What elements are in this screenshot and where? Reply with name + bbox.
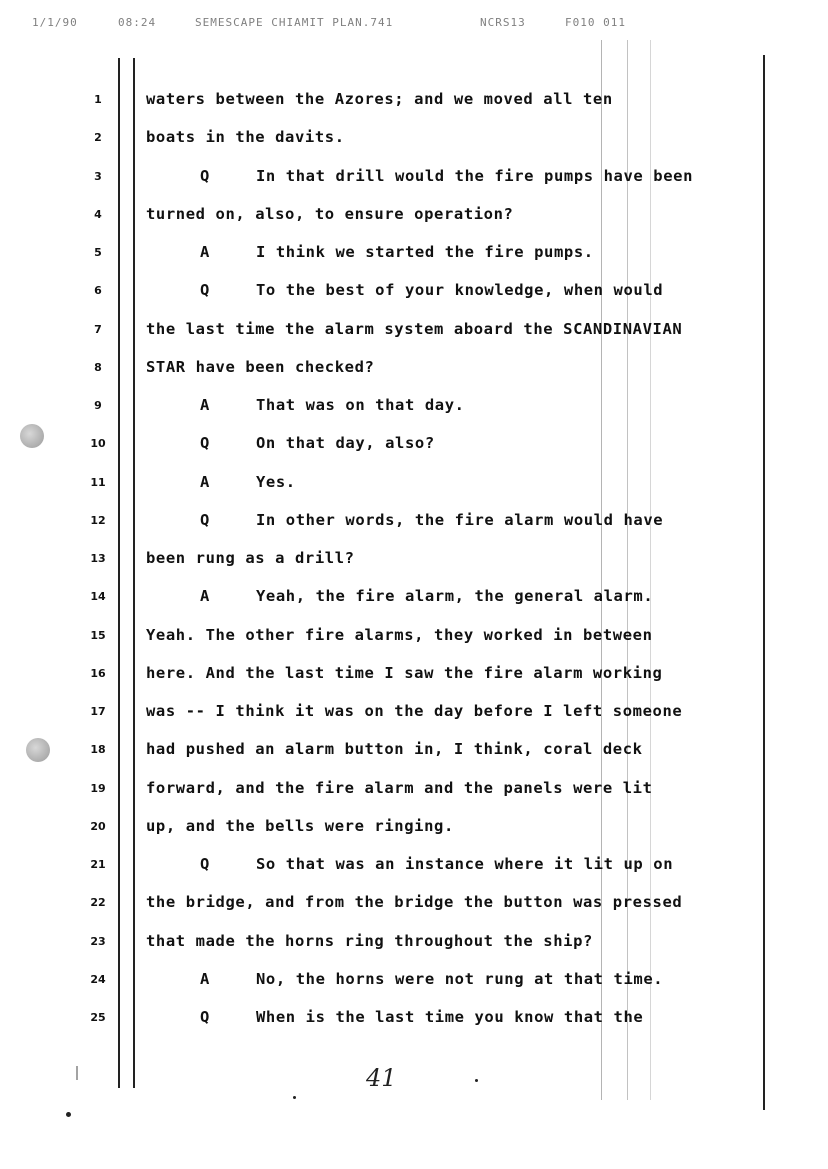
line-number: 6 bbox=[94, 284, 102, 298]
transcript-line bbox=[0, 430, 828, 468]
speaker-label: A bbox=[200, 472, 210, 491]
transcript-line bbox=[0, 201, 828, 239]
line-number: 15 bbox=[90, 628, 106, 642]
speaker-label: Q bbox=[200, 281, 210, 300]
fax-header bbox=[30, 12, 628, 34]
line-text: here. And the last time I saw the fire alarm working bbox=[146, 663, 663, 682]
fax-header-page: F010 011 bbox=[565, 16, 626, 29]
transcript-line bbox=[0, 775, 828, 813]
transcript-line bbox=[0, 736, 828, 774]
line-text: that made the horns ring throughout the ship? bbox=[146, 931, 593, 950]
transcript-line bbox=[0, 316, 828, 354]
testimony-line bbox=[146, 473, 296, 491]
testimony-line bbox=[146, 1008, 643, 1026]
transcript-line bbox=[0, 469, 828, 507]
transcript-line bbox=[0, 622, 828, 660]
line-number: 16 bbox=[90, 666, 106, 680]
fax-header-time: 08:24 bbox=[118, 16, 157, 29]
line-number: 23 bbox=[90, 934, 106, 948]
transcript-body bbox=[0, 86, 828, 1042]
scan-speck bbox=[293, 1096, 296, 1099]
line-number: 4 bbox=[94, 207, 102, 221]
line-text: turned on, also, to ensure operation? bbox=[146, 204, 514, 223]
scan-speck bbox=[76, 1066, 78, 1080]
line-number: 17 bbox=[90, 705, 106, 718]
speaker-label: A bbox=[200, 587, 210, 606]
line-number: 21 bbox=[90, 858, 106, 871]
line-text: was -- I think it was on the day before I left someone bbox=[146, 702, 683, 720]
testimony-line bbox=[146, 167, 693, 185]
line-text: boats in the davits. bbox=[146, 128, 345, 147]
line-number: 5 bbox=[94, 246, 102, 259]
transcript-line bbox=[0, 698, 828, 736]
testimony-line bbox=[146, 511, 663, 529]
scan-speck bbox=[475, 1079, 478, 1082]
transcript-line bbox=[0, 124, 828, 162]
line-number: 24 bbox=[90, 972, 106, 986]
line-text: forward, and the fire alarm and the panels were lit bbox=[146, 778, 653, 797]
line-text: So that was an instance where it lit up on bbox=[256, 855, 674, 873]
line-text: the last time the alarm system aboard the SCANDINAVIAN bbox=[146, 319, 683, 338]
speaker-label: A bbox=[200, 969, 210, 988]
line-text: Yes. bbox=[256, 472, 296, 491]
line-text: In that drill would the fire pumps have been bbox=[256, 166, 693, 185]
line-text: Yeah, the fire alarm, the general alarm. bbox=[256, 587, 654, 606]
line-text: To the best of your knowledge, when would bbox=[256, 281, 664, 300]
speaker-label: Q bbox=[200, 510, 210, 529]
line-number: 14 bbox=[90, 590, 106, 604]
speaker-label: Q bbox=[200, 434, 210, 453]
line-number: 1 bbox=[94, 93, 102, 106]
line-number: 13 bbox=[90, 552, 106, 565]
line-text: No, the horns were not rung at that time. bbox=[256, 969, 664, 988]
scan-speck bbox=[66, 1112, 71, 1117]
testimony-line bbox=[146, 587, 653, 605]
testimony-line bbox=[146, 396, 465, 414]
transcript-line bbox=[0, 660, 828, 698]
testimony-line bbox=[146, 434, 435, 452]
transcript-line bbox=[0, 966, 828, 1004]
transcript-line bbox=[0, 86, 828, 124]
line-number: 25 bbox=[90, 1011, 106, 1024]
line-number: 22 bbox=[90, 896, 106, 910]
transcript-line bbox=[0, 851, 828, 889]
line-number: 18 bbox=[90, 743, 106, 757]
transcript-line bbox=[0, 163, 828, 201]
speaker-label: Q bbox=[200, 166, 210, 185]
page-number: 41 bbox=[366, 1064, 397, 1092]
line-number: 11 bbox=[90, 475, 106, 489]
testimony-line bbox=[146, 243, 594, 261]
transcript-line bbox=[0, 507, 828, 545]
transcript-line bbox=[0, 277, 828, 315]
transcript-line bbox=[0, 354, 828, 392]
line-number: 10 bbox=[90, 437, 106, 451]
line-text: waters between the Azores; and we moved all ten bbox=[146, 90, 613, 108]
line-number: 19 bbox=[90, 781, 106, 795]
line-text: Yeah. The other fire alarms, they worked in between bbox=[146, 625, 653, 644]
line-number: 12 bbox=[90, 513, 106, 527]
speaker-label: A bbox=[200, 243, 210, 261]
speaker-label: Q bbox=[200, 1008, 210, 1026]
line-text: been rung as a drill? bbox=[146, 549, 355, 567]
testimony-line bbox=[146, 855, 673, 873]
transcript-line bbox=[0, 392, 828, 430]
transcript-line bbox=[0, 545, 828, 583]
fax-header-sender: SEMESCAPE CHIAMIT PLAN.741 bbox=[195, 16, 394, 29]
line-number: 20 bbox=[90, 819, 106, 833]
line-number: 7 bbox=[94, 322, 102, 336]
line-number: 8 bbox=[94, 360, 102, 374]
line-text: STAR have been checked? bbox=[146, 357, 375, 376]
fax-header-date: 1/1/90 bbox=[32, 16, 78, 29]
line-number: 2 bbox=[94, 131, 102, 145]
line-number: 3 bbox=[94, 169, 102, 183]
line-text: the bridge, and from the bridge the button was pressed bbox=[146, 893, 683, 912]
line-number: 9 bbox=[94, 399, 102, 412]
line-text: had pushed an alarm button in, I think, coral deck bbox=[146, 740, 643, 759]
transcript-line bbox=[0, 1004, 828, 1042]
transcript-line bbox=[0, 813, 828, 851]
transcript-line bbox=[0, 889, 828, 927]
transcript-line bbox=[0, 239, 828, 277]
line-text: up, and the bells were ringing. bbox=[146, 816, 454, 835]
line-text: On that day, also? bbox=[256, 434, 435, 453]
line-text: I think we started the fire pumps. bbox=[256, 243, 594, 261]
testimony-line bbox=[146, 281, 663, 299]
fax-header-code: NCRS13 bbox=[480, 16, 526, 29]
transcript-line bbox=[0, 583, 828, 621]
line-text: In other words, the fire alarm would have bbox=[256, 510, 664, 529]
line-text: When is the last time you know that the bbox=[256, 1008, 644, 1026]
testimony-line bbox=[146, 970, 663, 988]
line-text: That was on that day. bbox=[256, 396, 465, 414]
transcript-line bbox=[0, 928, 828, 966]
speaker-label: Q bbox=[200, 855, 210, 873]
speaker-label: A bbox=[200, 396, 210, 414]
